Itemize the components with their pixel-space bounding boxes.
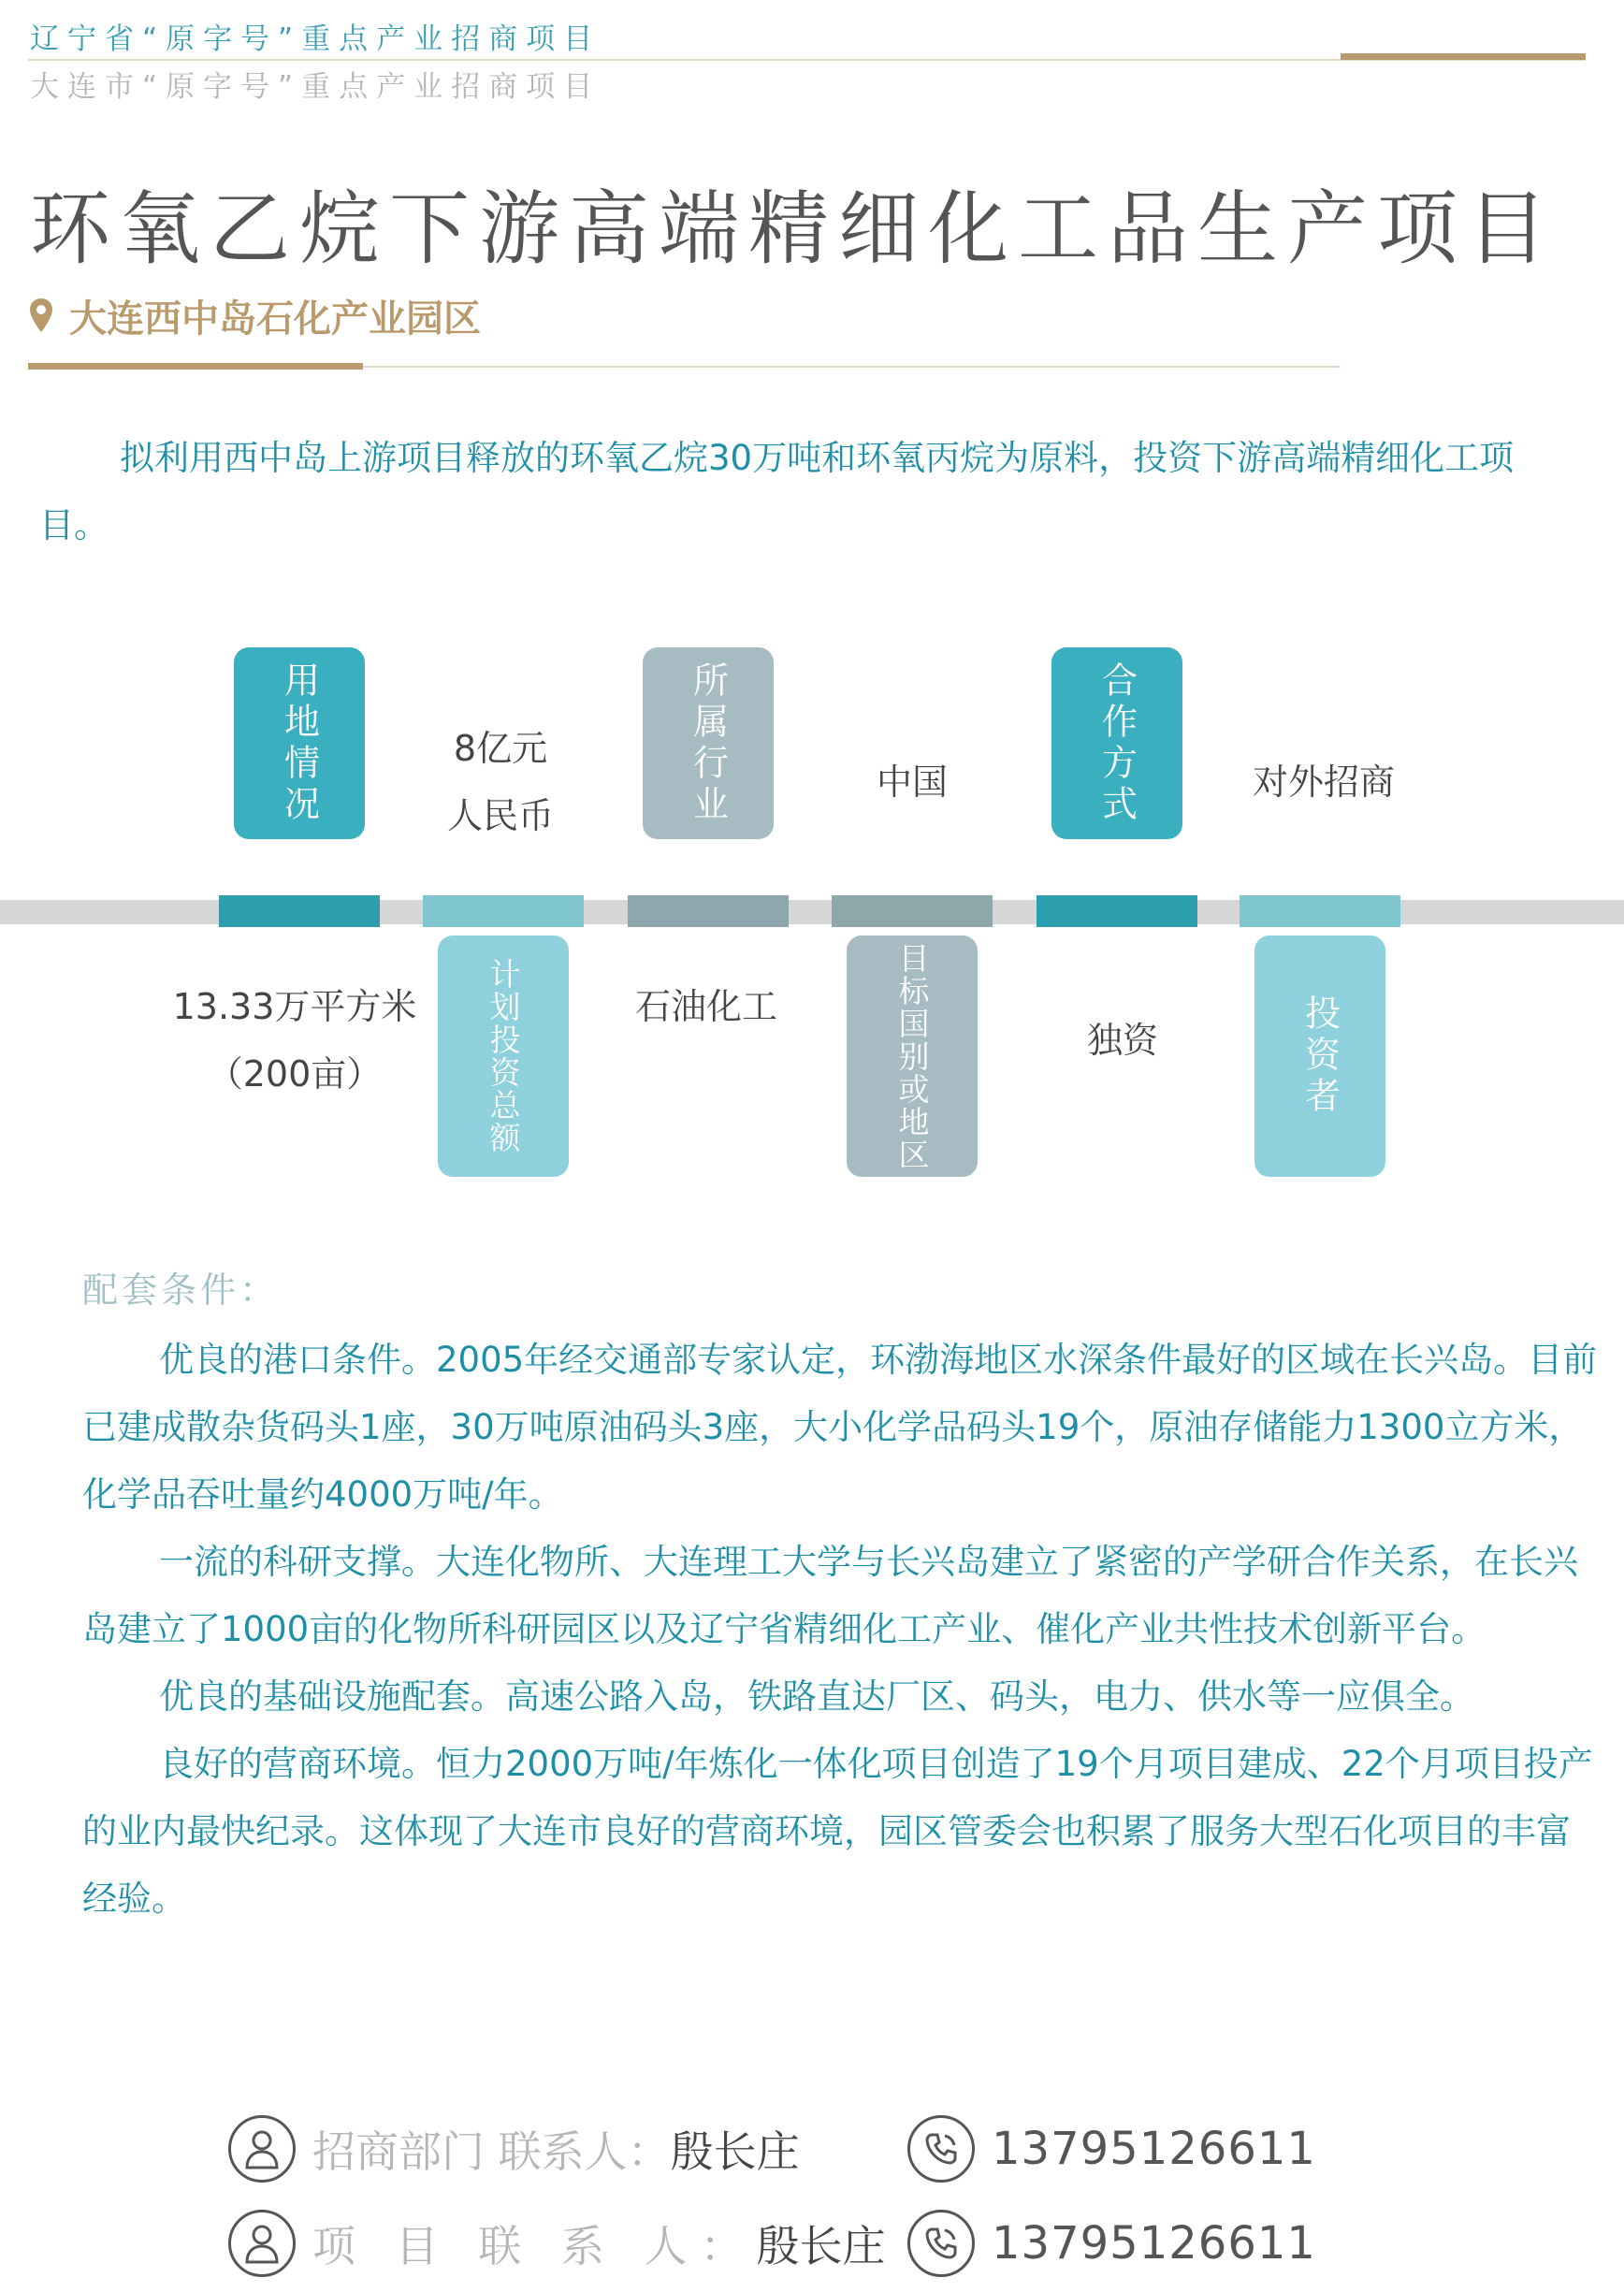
location-text: 大连西中岛石化产业园区 [69, 296, 481, 341]
tag-investment-cap [423, 895, 584, 927]
location-pin-icon [28, 297, 54, 334]
location [28, 292, 481, 339]
condition-paragraph: 良好的营商环境。恒力2000万吨/年炼化一体化项目创造了19个月项目建成、22个月项目投产的业内最快纪录。这体现了大连市良好的营商环境，园区管委会也积累了服务大型石化项目的丰富经验。 [82, 1744, 1593, 1919]
cooperation-value: 独资 [1086, 1020, 1158, 1061]
contact-label: 招商部门 联系人： [312, 2126, 671, 2177]
investment-value: 8亿元 人民币 [446, 728, 554, 836]
person-icon [228, 2115, 296, 2183]
contact-label: 项 目 联 系 人： [312, 2221, 757, 2271]
industry-value: 石油化工 [634, 986, 777, 1027]
region-value: 中国 [876, 762, 948, 803]
person-icon [228, 2210, 296, 2277]
contact-phone[interactable]: 13795126611 [992, 2123, 1316, 2175]
land-use-value: 13.33万平方米 （200亩） [172, 986, 417, 1095]
phone-icon [907, 2210, 975, 2277]
tag-land-use-cap [219, 895, 380, 927]
header-accent-bar [1341, 53, 1586, 60]
condition-paragraph: 优良的港口条件。2005年经交通部专家认定，环渤海地区水深条件最好的区域在长兴岛。目前已建成散杂货码头1座，30万吨原油码头3座，大小化学品码头19个，原油存储能力1300立方米，化学品吞吐量约4000万吨/年。 [82, 1340, 1598, 1515]
condition-paragraph: 优良的基础设施配套。高速公路入岛，铁路直达厂区、码头，电力、供水等一应俱全。 [159, 1676, 1474, 1717]
page-title: 环氧乙烷下游高端精细化工品生产项目 [30, 182, 1557, 276]
tag-industry-cap [628, 895, 789, 927]
tag-investment-total: 计划投资总额 [438, 936, 569, 1177]
location-accent-bar [28, 363, 363, 370]
contact-phone[interactable]: 13795126611 [992, 2217, 1316, 2270]
tag-investor: 投资者 [1254, 936, 1385, 1177]
conditions-heading: 配套条件： [82, 1269, 280, 1311]
contact-name: 殷长庄 [756, 2221, 886, 2271]
contact-row [228, 2206, 886, 2281]
header-city: 大连市“原字号”重点产业招商项目 [30, 70, 602, 104]
tag-investor-cap [1240, 895, 1400, 927]
tag-target-region: 目标国别或地区 [847, 936, 978, 1177]
contact-phone-row [907, 2111, 1316, 2186]
tag-cooperation-cap [1037, 895, 1197, 927]
tag-region-cap [832, 895, 993, 927]
header-province: 辽宁省“原字号”重点产业招商项目 [30, 22, 602, 56]
contact-row [228, 2111, 800, 2186]
contact-phone-row [907, 2206, 1316, 2281]
tag-industry: 所属行业 [643, 647, 774, 839]
contact-name: 殷长庄 [670, 2126, 800, 2177]
tag-land-use: 用地情况 [234, 647, 365, 839]
investor-value: 对外招商 [1252, 762, 1395, 803]
conditions-body [82, 1327, 1598, 1933]
intro-paragraph: 拟利用西中岛上游项目释放的环氧乙烷30万吨和环氧丙烷为原料，投资下游高端精细化工项目。 [39, 438, 1515, 545]
condition-paragraph: 一流的科研支撑。大连化物所、大连理工大学与长兴岛建立了紧密的产学研合作关系，在长兴岛建立了1000亩的化物所科研园区以及辽宁省精细化工产业、催化产业共性技术创新平台。 [82, 1542, 1578, 1649]
tag-cooperation: 合作方式 [1051, 647, 1182, 839]
phone-icon [907, 2115, 975, 2183]
